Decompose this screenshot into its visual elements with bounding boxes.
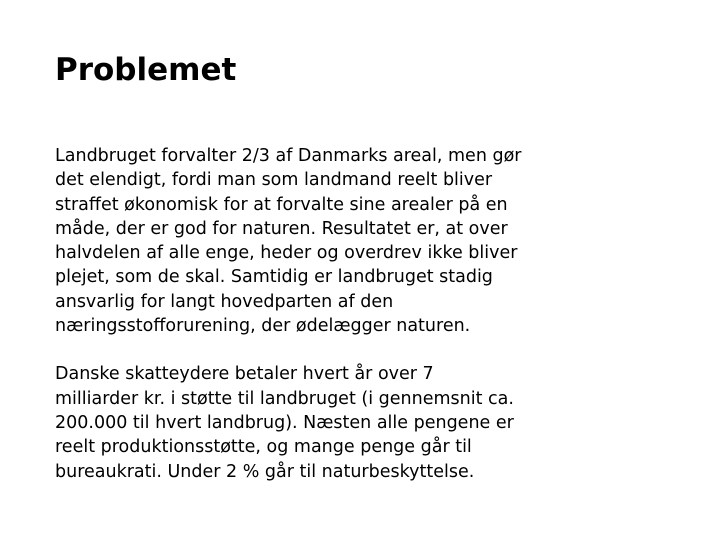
text-line: straffet økonomisk for at forvalte sine arealer på en <box>55 194 508 215</box>
text-line: bureaukrati. Under 2 % går til naturbeskyttelse. <box>55 461 475 482</box>
text-line: reelt produktionsstøtte, og mange penge går til <box>55 437 472 458</box>
slide-title: Problemet <box>55 52 237 88</box>
text-line: plejet, som de skal. Samtidig er landbruget stadig <box>55 267 493 288</box>
text-line: det elendigt, fordi man som landmand reelt bliver <box>55 170 493 191</box>
text-line: halvdelen af alle enge, heder og overdrev ikke bliver <box>55 243 518 264</box>
text-line: Landbruget forvalter 2/3 af Danmarks areal, men gør <box>55 146 522 166</box>
slide-body <box>55 144 615 484</box>
text-line: 200.000 til hvert landbrug). Næsten alle pengene er <box>55 412 514 433</box>
paragraph-landbrug <box>55 144 615 338</box>
text-line: næringsstofforurening, der ødelægger naturen. <box>55 316 471 337</box>
paragraph-skatteydere <box>55 362 615 483</box>
text-line: milliarder kr. i støtte til landbruget (i gennemsnit ca. <box>55 388 514 409</box>
text-line: ansvarlig for langt hovedparten af den <box>55 291 394 312</box>
text-line: måde, der er god for naturen. Resultatet er, at over <box>55 218 508 239</box>
text-line: Danske skatteydere betaler hvert år over 7 <box>55 364 434 385</box>
